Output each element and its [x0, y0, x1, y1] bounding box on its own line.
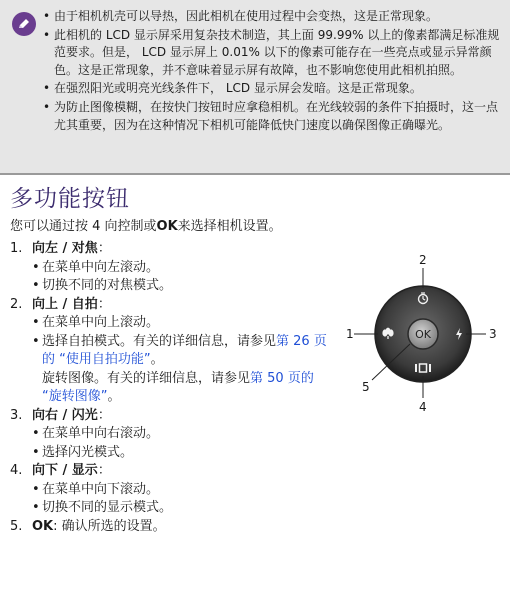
ref-text: 旋转图像。有关的详细信息，请参见 — [42, 370, 251, 386]
list-item: • 在菜单中向下滚动。 — [32, 481, 330, 500]
pencil-note-icon — [12, 12, 36, 36]
step-number: 2. — [10, 296, 23, 312]
callout-4: 4 — [419, 400, 427, 414]
ref-end: 。 — [107, 389, 121, 404]
step-colon: ： — [97, 241, 111, 256]
intro-text — [10, 215, 282, 234]
list-item — [32, 370, 330, 407]
intro-ok: OK — [156, 219, 178, 234]
list-item: • 切换不同的显示模式。 — [32, 499, 330, 518]
note-item: • 由于相机机壳可以导热，因此相机在使用过程中会变热，这是正常现象。 — [42, 8, 502, 26]
list-item: • 切换不同的对焦模式。 — [32, 277, 330, 296]
step-number: 1. — [10, 241, 23, 256]
list-item — [32, 333, 330, 370]
step-colon: ： — [97, 296, 111, 312]
callout-1: 1 — [346, 327, 354, 341]
step-number: 4. — [10, 463, 23, 478]
ref-end: 。 — [150, 352, 164, 367]
step-heading: OK — [32, 518, 54, 534]
step-tail: 确认所选的设置。 — [61, 518, 166, 534]
ref-text: 选择自拍模式。有关的详细信息，请参见 — [42, 333, 277, 349]
list-item: • 在菜单中向右滚动。 — [32, 425, 330, 444]
step-number: 3. — [10, 407, 23, 423]
note-list — [42, 8, 502, 135]
step-heading: 向上 / 自拍 — [32, 296, 98, 312]
intro-after: 来选择相机设置。 — [177, 219, 282, 234]
step-number: 5. — [10, 518, 23, 534]
callout-3: 3 — [489, 327, 497, 341]
step-colon: : — [53, 518, 62, 534]
step-colon: ： — [97, 407, 111, 423]
rotate-page-link[interactable]: 第 50 页的 “旋转图像” — [42, 370, 314, 404]
selftimer-page-link[interactable]: 第 26 页的 “使用自拍功能” — [42, 333, 327, 367]
callout-5: 5 — [362, 380, 370, 394]
note-box — [0, 0, 510, 175]
list-item: • 选择闪光模式。 — [32, 444, 330, 463]
ok-label: OK — [415, 328, 431, 341]
step-list — [10, 240, 330, 536]
intro-before: 您可以通过按 4 向控制或 — [10, 219, 157, 234]
four-way-controller-diagram — [338, 250, 508, 420]
list-item: • 在菜单中向左滚动。 — [32, 259, 330, 278]
section-title: 多功能按钮 — [10, 186, 130, 212]
note-item: • 为防止图像模糊，在按快门按钮时应拿稳相机。在光线较弱的条件下拍摄时，这一点尤其重要，因为在这种情况下相机可能降低快门速度以确保图像正确曝光。 — [42, 99, 502, 134]
step-heading: 向下 / 显示 — [32, 463, 98, 478]
note-item: • 在强烈阳光或明亮光线条件下， LCD 显示屏会发暗。这是正常现象。 — [42, 80, 502, 98]
step-up-selftimer — [10, 296, 330, 407]
step-heading: 向右 / 闪光 — [32, 407, 98, 423]
step-right-flash — [10, 407, 330, 463]
step-ok — [10, 518, 330, 537]
callout-2: 2 — [419, 253, 427, 267]
step-left-focus — [10, 240, 330, 296]
note-item: • 此相机的 LCD 显示屏采用复杂技术制造，其上面 99.99% 以上的像素都满足标准规范要求。但是， LCD 显示屏上 0.01% 以下的像素可能存在一些亮点或显示异常颜色。这是正常现象，并不意味着显示屏有故障，也不影响您使用此相机拍照。 — [42, 27, 502, 80]
step-down-display — [10, 462, 330, 518]
step-heading: 向左 / 对焦 — [32, 241, 98, 256]
list-item: • 在菜单中向上滚动。 — [32, 314, 330, 333]
step-colon: ： — [97, 463, 111, 478]
